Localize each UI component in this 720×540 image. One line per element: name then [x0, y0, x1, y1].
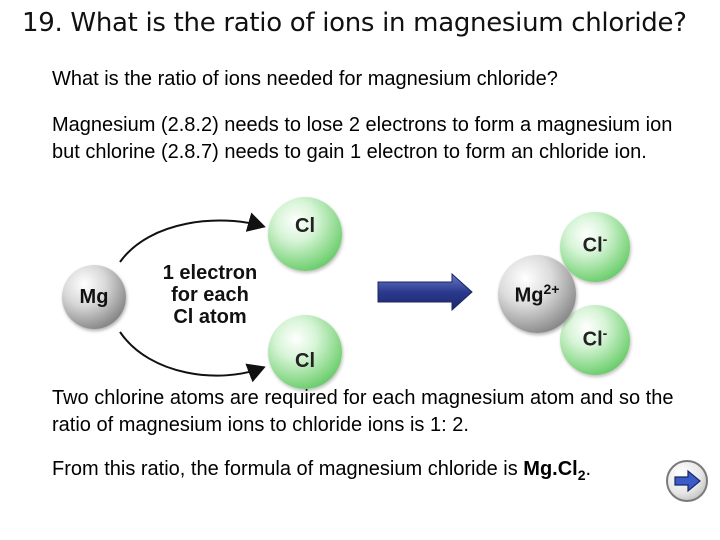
explanation-text: Magnesium (2.8.2) needs to lose 2 electrons to form a magnesium ion but chlorine (2.8.7) needs to gain 1 electron to form an chloride ion.: [52, 114, 673, 163]
cl-ion-top-label: Cl-: [582, 230, 608, 257]
formula-prefix: From this ratio, the formula of magnesium chloride is: [52, 458, 524, 480]
electron-transfer-label: [150, 262, 270, 328]
electron-label-line-1: 1 electron: [162, 262, 258, 284]
reaction-arrow: [378, 274, 472, 310]
formula-sentence: [52, 456, 720, 489]
chloride-ion-top: [560, 212, 630, 282]
magnesium-ion: [498, 255, 576, 333]
electron-arrow-top: [120, 221, 262, 262]
electron-label-line-2: for each: [171, 284, 249, 306]
conclusion-text: Two chlorine atoms are required for each magnesium atom and so the ratio of magnesium ions to chloride ions is 1: 2.: [52, 387, 674, 436]
formula-suffix: .: [585, 458, 592, 480]
chlorine-atom-top: [268, 197, 342, 271]
cl-atom-bottom-label: Cl: [295, 349, 315, 372]
chloride-ion-bottom: [560, 305, 630, 375]
next-slide-button[interactable]: [666, 460, 708, 502]
question-text: What is the ratio of ions needed for magnesium chloride?: [52, 68, 558, 90]
next-arrow-icon: [668, 462, 706, 500]
electron-arrow-bottom: [120, 332, 262, 376]
cl-ion-bottom-label: Cl-: [582, 324, 608, 351]
mg-ion-label: $Mg^{2+}$: [514, 280, 560, 307]
mg-atom-label: Mg: [79, 285, 109, 308]
cl-atom-top-label: Cl: [295, 214, 315, 237]
formula: $Mg.Cl_2$: [523, 458, 586, 483]
slide-title: 19. What is the ratio of ions in magnesium chloride?: [22, 8, 687, 38]
magnesium-atom: [62, 265, 126, 329]
electron-label-line-3: Cl atom: [173, 306, 247, 328]
chlorine-atom-bottom: [268, 315, 342, 389]
